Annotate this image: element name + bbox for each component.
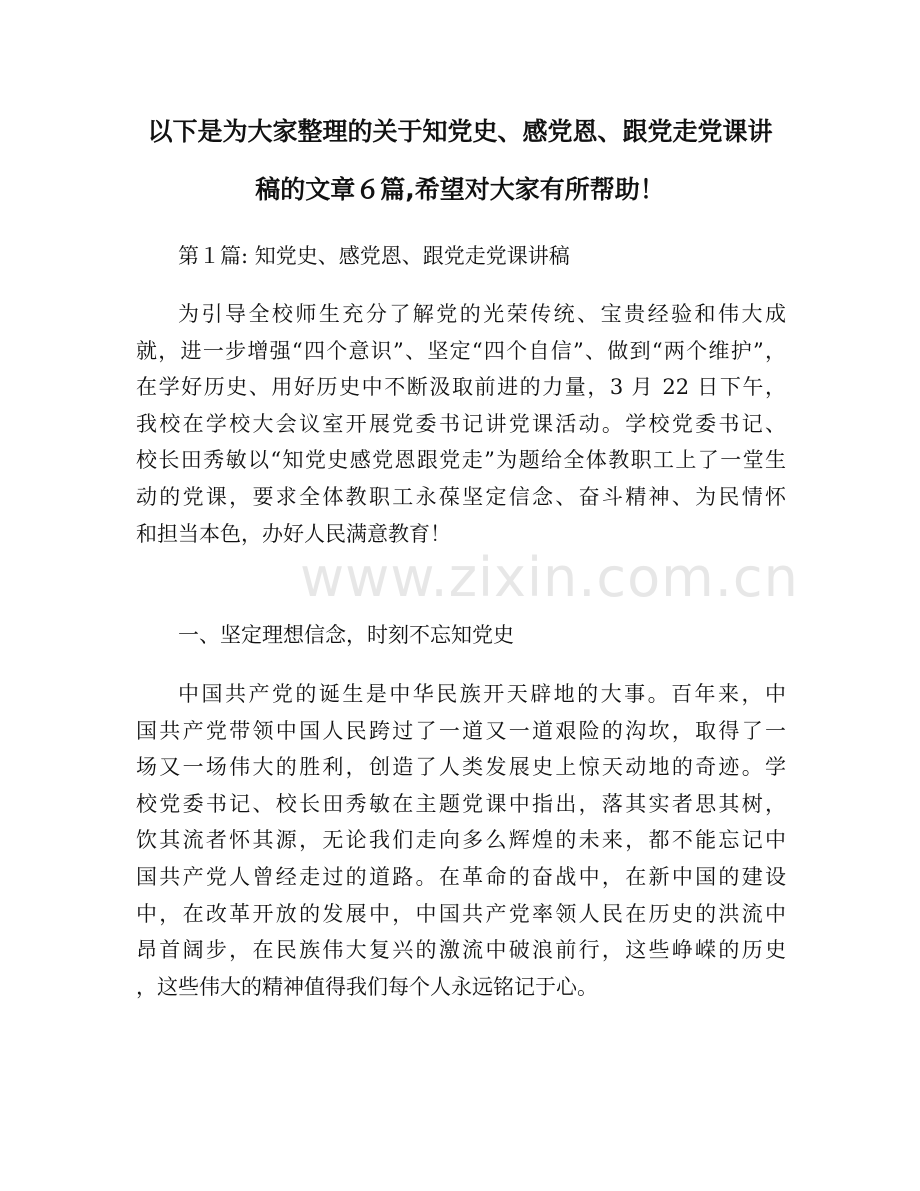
- paragraph-line: 饮其流者怀其源，无论我们走向多么辉煌的未来，都不能忘记中: [136, 828, 786, 853]
- paragraph-line: 我校在学校大会议室开展党委书记讲党课活动。学校党委书记、: [136, 411, 786, 436]
- section-heading: 一、坚定理想信念，时刻不忘知党史: [178, 623, 514, 647]
- paragraph-line: 场又一场伟大的胜利，创造了人类发展史上惊天动地的奇迹。学: [136, 755, 786, 780]
- paragraph-line: 中，在改革开放的发展中，中国共产党率领人民在历史的洪流中: [136, 901, 786, 926]
- paragraph-line: 国共产党人曾经走过的道路。在革命的奋战中，在新中国的建设: [136, 864, 786, 889]
- paragraph-line: 在学好历史、用好历史中不断汲取前进的力量，3 月 22 日下午，: [136, 375, 786, 400]
- watermark-text: www.zixin.com.cn: [300, 546, 799, 609]
- paragraph-line: ，这些伟大的精神值得我们每个人永远铭记于心。: [136, 974, 598, 999]
- section-paragraph: [136, 676, 786, 1005]
- chapter-heading: 第１篇: 知党史、感党恩、跟党走党课讲稿: [178, 244, 570, 268]
- paragraph-line: 就，进一步增强“四个意识”、坚定“四个自信”、做到“两个维护”，: [136, 338, 786, 363]
- paragraph-line: 国共产党带领中国人民跨过了一道又一道艰险的沟坎，取得了一: [136, 718, 786, 743]
- paragraph-line: 校长田秀敏以“知党史感党恩跟党走”为题给全体教职工上了一堂生: [136, 448, 786, 473]
- document-title-line-1: 以下是为大家整理的关于知党史、感党恩、跟党走党课讲: [147, 117, 773, 146]
- paragraph-line: 校党委书记、校长田秀敏在主题党课中指出，落其实者思其树，: [136, 791, 786, 816]
- paragraph-line: 昂首阔步，在民族伟大复兴的激流中破浪前行，这些峥嵘的历史: [136, 938, 786, 963]
- paragraph-line: 为引导全校师生充分了解党的光荣传统、宝贵经验和伟大成: [178, 302, 786, 326]
- intro-paragraph: [136, 296, 786, 552]
- document-title-line-2: 稿的文章６篇,希望对大家有所帮助！: [255, 175, 665, 204]
- paragraph-line: 和担当本色，办好人民满意教育！: [136, 521, 451, 546]
- paragraph-line: 动的党课，要求全体教职工永葆坚定信念、奋斗精神、为民情怀: [136, 484, 786, 509]
- paragraph-line: 中国共产党的诞生是中华民族开天辟地的大事。百年来，中: [178, 682, 786, 706]
